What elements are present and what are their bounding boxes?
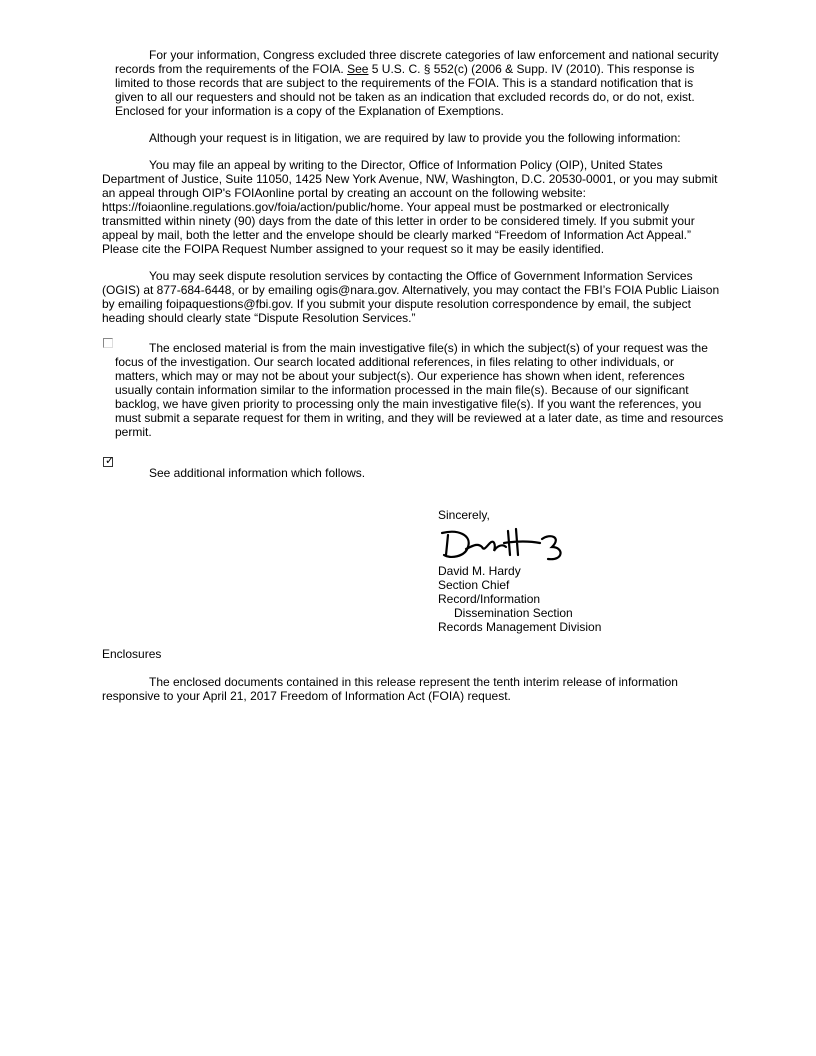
signer-section: Record/Information [438, 592, 541, 606]
text-line: The enclosed documents contained in this release represent the tenth interim release of information [149, 675, 678, 689]
enclosures-label: Enclosures [102, 647, 162, 661]
text-line: The enclosed material is from the main investigative file(s) in which the subject(s) of your request was the [149, 341, 708, 355]
text-line: usually contain information similar to the information processed in the main file(s). Because of our significant [115, 383, 689, 397]
signature-image [438, 525, 568, 565]
text-line: appeal by mail, both the letter and the envelope should be clearly marked “Freedom of Information Act Appeal.” [102, 228, 692, 242]
text-line: focus of the investigation. Our search located additional references, in files relating to other individuals, or [115, 355, 674, 369]
text-line: given to all our requesters and should not be taken as an indication that excluded records do, or do not, exist. [115, 90, 695, 104]
text-line: Department of Justice, Suite 11050, 1425 New York Avenue, NW, Washington, D.C. 20530-0001, or you may submit [102, 172, 718, 186]
text-line: permit. [115, 425, 152, 439]
text-line: Please cite the FOIPA Request Number assigned to your request so it may be easily identified. [102, 242, 605, 256]
litigation-paragraph: Although your request is in litigation, we are required by law to provide you the following information: [149, 131, 681, 145]
text-line: (OGIS) at 877-684-6448, or by emailing ogis@nara.gov. Alternatively, you may contact the FBI’s FOIA Public Liaison [102, 283, 720, 297]
text-line: backlog, we have given priority to processing only the main investigative file(s). If you want the references, you [115, 397, 702, 411]
see-citation: See [347, 62, 369, 76]
text-line: limited to those records that are subject to the requirements of the FOIA. This is a standard notification that is [115, 76, 694, 90]
text-line: Enclosed for your information is a copy of the Explanation of Exemptions. [115, 104, 504, 118]
text-line: by emailing foipaquestions@fbi.gov. If you submit your dispute resolution correspondence by email, the subject [102, 297, 691, 311]
text-line: an appeal through OIP's FOIAonline portal by creating an account on the following website: [102, 186, 586, 200]
additional-info-text: See additional information which follows. [149, 466, 366, 480]
text-line: matters, which may or may not be about your subject(s). Our experience has shown when ident, references [115, 369, 685, 383]
appeal-website-line: https://foiaonline.regulations.gov/foia/action/public/home. Your appeal must be postmarked or electronically [102, 200, 670, 214]
signer-division: Records Management Division [438, 620, 602, 634]
text-line: You may seek dispute resolution services by contacting the Office of Government Information Services [149, 269, 693, 283]
text-line: responsive to your April 21, 2017 Freedom of Information Act (FOIA) request. [102, 689, 511, 703]
text-line: heading should clearly state “Dispute Resolution Services.” [102, 311, 416, 325]
text-line: transmitted within ninety (90) days from the date of this letter in order to be considered timely. If you submit your [102, 214, 695, 228]
checkmark-icon: ✓ [105, 454, 115, 467]
sincerely-text: Sincerely, [438, 508, 490, 522]
text-line: records from the requirements of the FOIA. See 5 U.S. C. § 552(c) (2006 & Supp. IV (2010). This response is [115, 62, 695, 76]
additional-info-checkbox [103, 454, 115, 467]
text-line: You may file an appeal by writing to the Director, Office of Information Policy (OIP), United States [149, 158, 663, 172]
signer-title: Section Chief [438, 578, 510, 592]
signer-name: David M. Hardy [438, 564, 521, 578]
text-line: For your information, Congress excluded three discrete categories of law enforcement and national security [149, 48, 719, 62]
main-file-checkbox [103, 338, 113, 348]
signer-section-cont: Dissemination Section [454, 606, 573, 620]
text-line: must submit a separate request for them in writing, and they will be reviewed at a later date, as time and resources [115, 411, 724, 425]
